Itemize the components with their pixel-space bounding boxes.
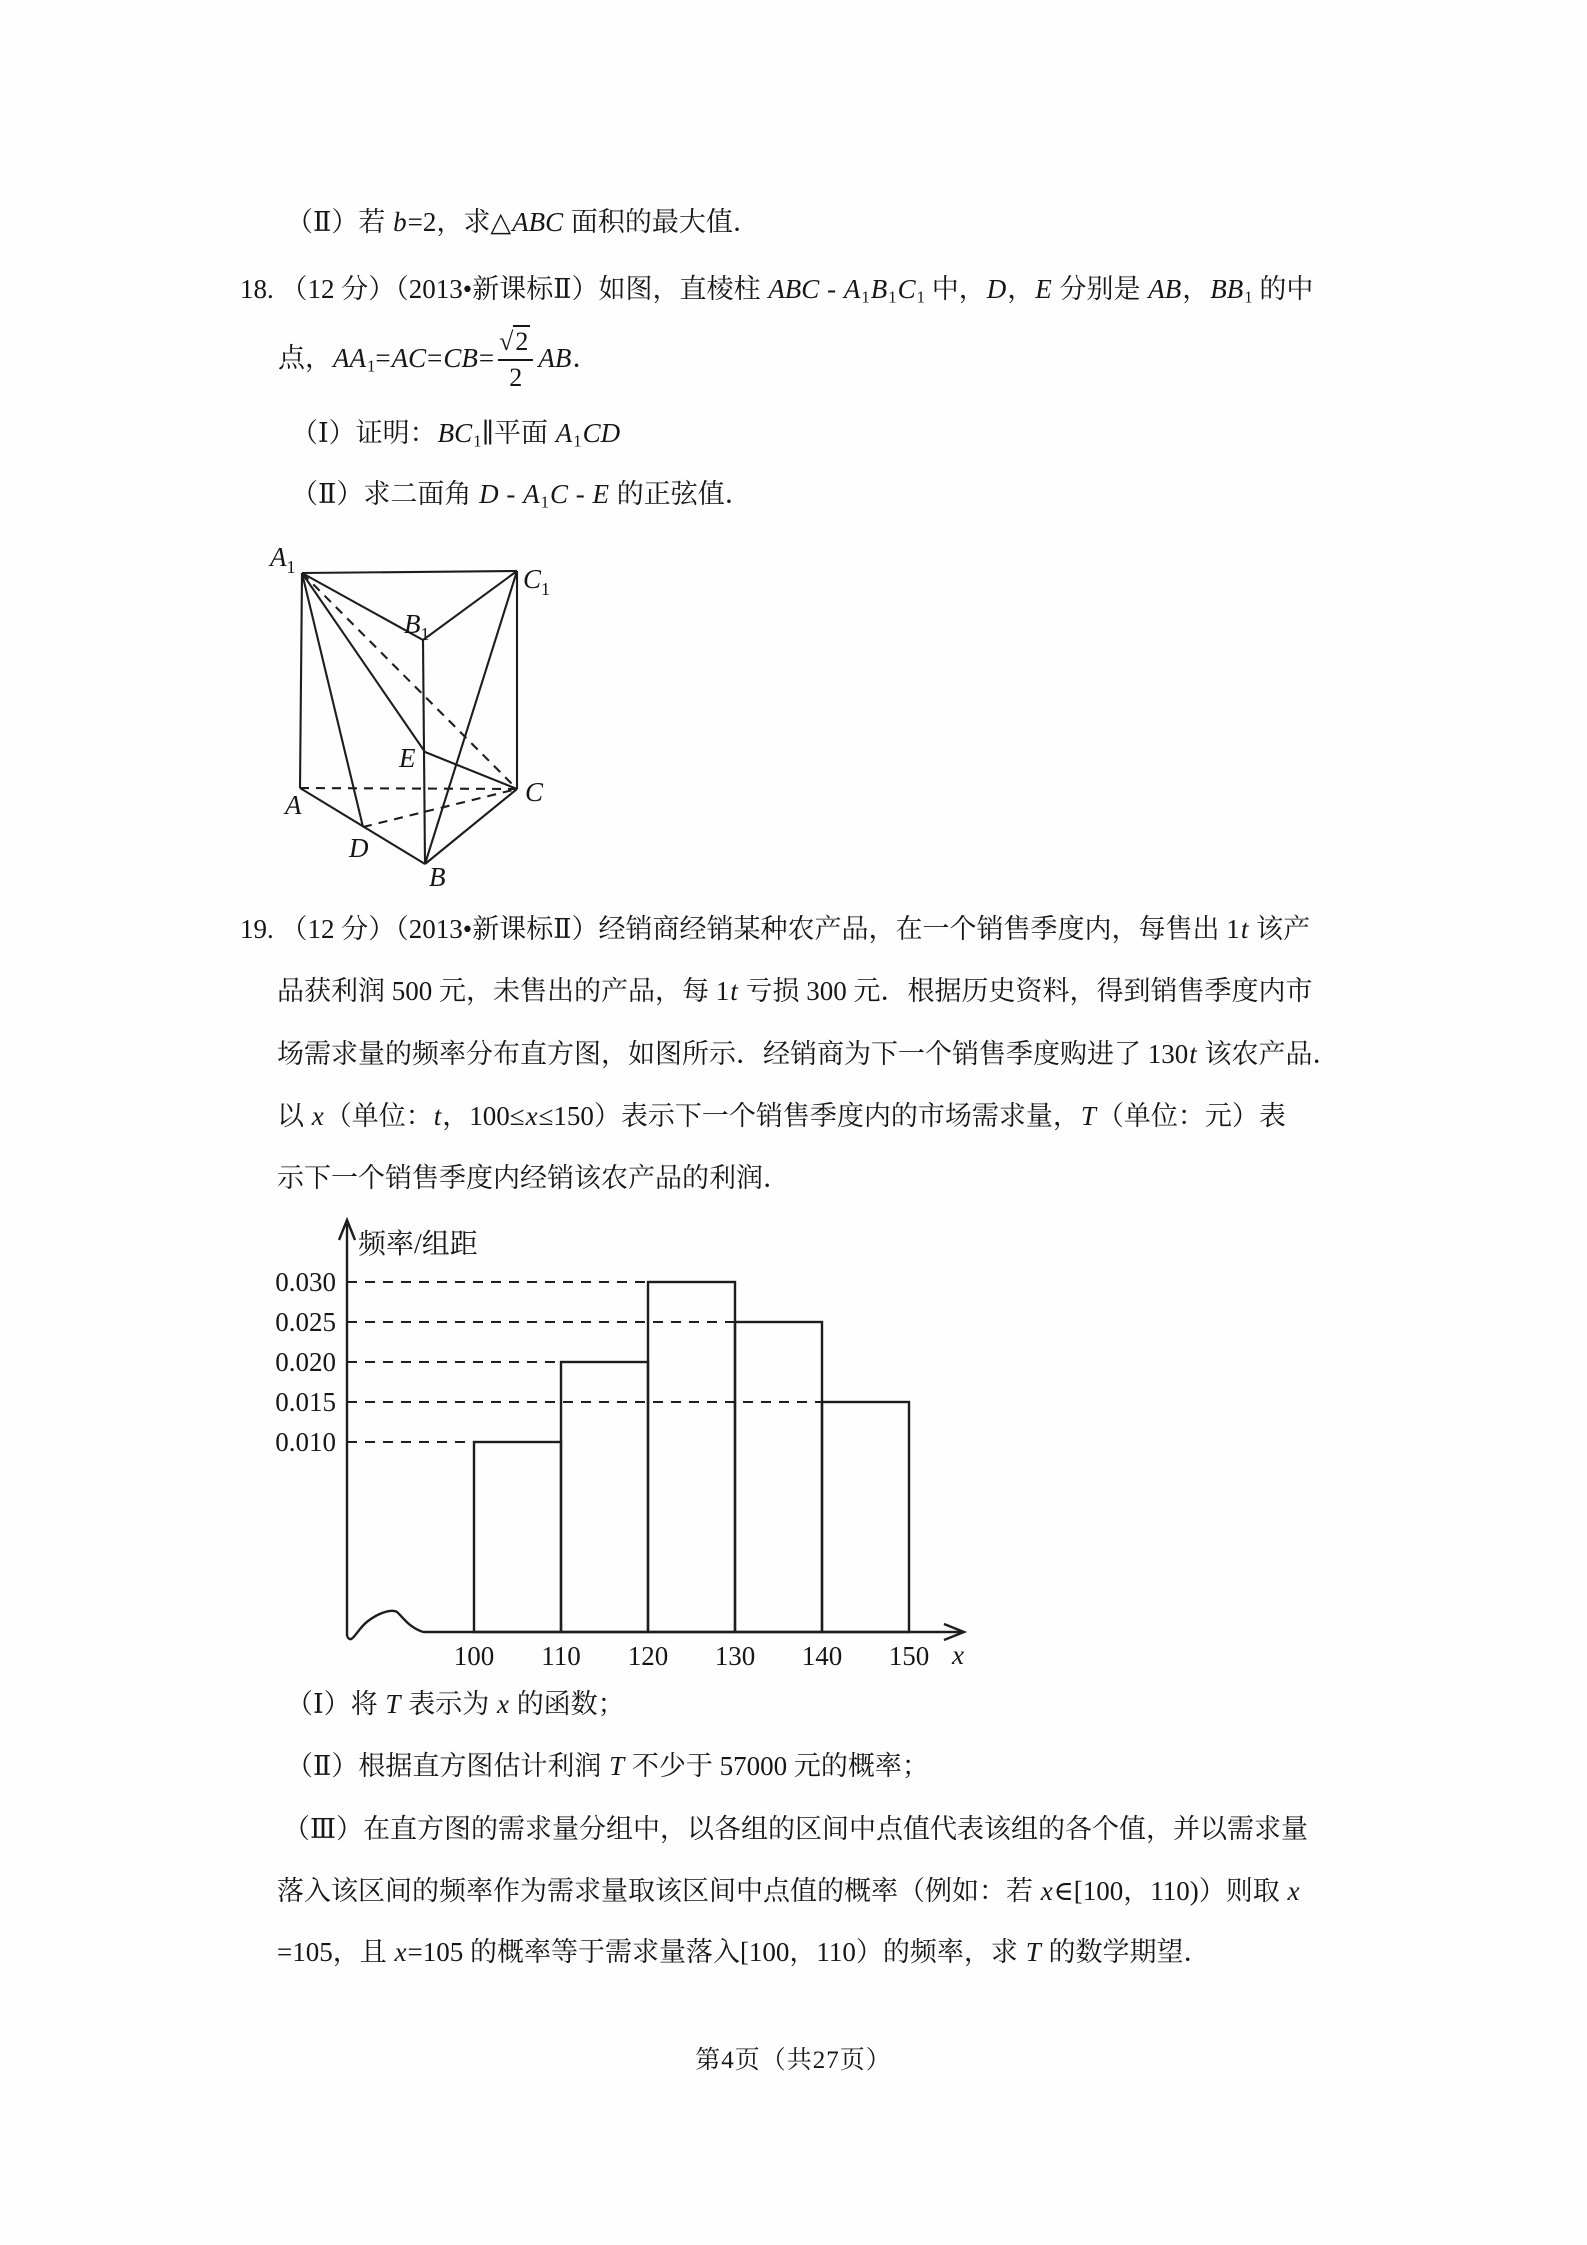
- svg-text:0.015: 0.015: [275, 1387, 336, 1417]
- edge-BC: [425, 789, 517, 864]
- p18-q1-line: （Ⅰ）证明：$BC_1\parallel$平面 $A_1CD$: [291, 418, 621, 451]
- vertex-label-C: C: [525, 777, 544, 807]
- vertex-label-E: E: [399, 743, 416, 773]
- svg-text:150: 150: [888, 1641, 930, 1671]
- p19-q3-line1: （Ⅲ）在直方图的需求量分组中，以各组的区间中点值代表该组的各个值，并以需求量: [283, 1814, 1309, 1844]
- svg-text:120: 120: [627, 1641, 669, 1671]
- edge-BC1: [425, 571, 517, 864]
- histogram-dynamic: [275, 1267, 929, 1671]
- p17-part2-line: （Ⅱ）若 b=2，求△ABC 面积的最大值．: [286, 207, 760, 237]
- y-axis-label: 频率/组距: [358, 1229, 478, 1260]
- edge-A1C1: [302, 571, 517, 573]
- p19-q3-line2: 落入该区间的频率作为需求量取该区间中点值的概率（例如：若 x∈[100，110)）则取 x: [277, 1876, 1300, 1906]
- axis-break-squiggle: [347, 1611, 423, 1639]
- svg-text:0.020: 0.020: [275, 1347, 336, 1377]
- vertex-label-A: A: [285, 790, 302, 820]
- p19-line1: 19. （12 分）（2013•新课标Ⅱ）经销商经销某种农产品，在一个销售季度内，每售出 1t 该产: [240, 914, 1311, 944]
- p18-q2-line: （Ⅱ）求二面角 D - $A_1C$ - E 的正弦值．: [291, 479, 752, 512]
- x-axis-label: x: [952, 1640, 964, 1670]
- svg-text:140: 140: [801, 1641, 843, 1671]
- page-footer: 第4页（共27页）: [695, 2047, 892, 2074]
- formula-prefix: 点，$AA_1=AC=CB=$: [278, 343, 495, 376]
- p19-line3: 场需求量的频率分布直方图，如图所示．经销商为下一个销售季度购进了 130t 该农产品．: [277, 1039, 1340, 1069]
- radicand: 2: [515, 327, 529, 357]
- edge-AC-dashed: [300, 788, 517, 789]
- p18-formula-line: [278, 317, 599, 399]
- svg-text:100: 100: [453, 1641, 495, 1671]
- radical-sign: √: [499, 327, 514, 357]
- prism-figure: [255, 535, 575, 905]
- vertex-label-A1: $A_1$: [270, 542, 296, 577]
- p19-line4: 以 x（单位：t，100≤x≤150）表示下一个销售季度内的市场需求量，T（单位：元）表: [277, 1101, 1286, 1131]
- fraction-denominator: 2: [509, 362, 523, 392]
- vertex-label-C1: $C_1$: [523, 564, 551, 599]
- vertex-label-B1: $B_1$: [404, 609, 430, 644]
- edge-EC: [425, 752, 517, 789]
- svg-text:0.010: 0.010: [275, 1427, 336, 1457]
- p19-line2: 品获利润 500 元，未售出的产品，每 1t 亏损 300 元．根据历史资料，得到销售季度内市: [277, 976, 1313, 1006]
- p19-q2-line: （Ⅱ）根据直方图估计利润 T 不少于 57000 元的概率；: [286, 1751, 929, 1781]
- p18-line1: 18. （12 分）（2013•新课标Ⅱ）如图，直棱柱 ABC - $A_1B_1C_1$ 中，D，E 分别是 AB，$BB_1$ 的中: [240, 274, 1314, 307]
- formula-suffix: AB．: [538, 343, 600, 373]
- vertex-label-D: D: [349, 833, 369, 863]
- svg-text:0.025: 0.025: [275, 1307, 336, 1337]
- p19-q3-line3: =105，且 x=105 的概率等于需求量落入[100，110）的频率，求 T 的数学期望．: [277, 1937, 1211, 1967]
- svg-text:110: 110: [541, 1641, 581, 1671]
- p19-q1-line: （Ⅰ）将 T 表示为 x 的函数；: [286, 1689, 625, 1719]
- svg-text:0.030: 0.030: [275, 1267, 336, 1297]
- histogram-figure: [250, 1200, 1010, 1690]
- edge-A1A: [300, 573, 302, 788]
- edge-A1E: [302, 573, 425, 752]
- svg-text:130: 130: [714, 1641, 756, 1671]
- p19-line5: 示下一个销售季度内经销该农产品的利润．: [277, 1163, 790, 1193]
- fraction-sqrt2-over-2: [498, 324, 533, 391]
- edge-B1C1: [423, 571, 517, 640]
- vertex-label-B: B: [429, 862, 446, 892]
